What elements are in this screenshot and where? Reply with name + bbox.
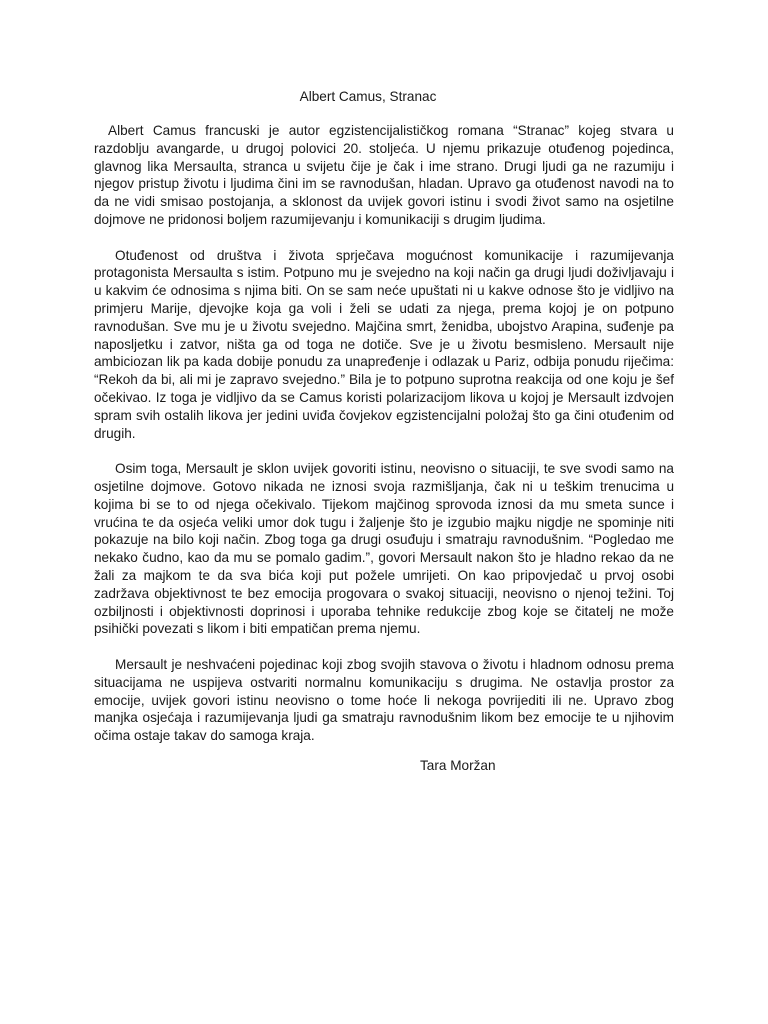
- document-title: Albert Camus, Stranac: [299, 89, 437, 104]
- document-body: [94, 122, 674, 763]
- paragraph-3: Osim toga, Mersault je sklon uvijek govoriti istinu, neovisno o situaciji, te sve svodi samo na osjetilne dojmove. Gotovo nikada ne iznosi svoja razmišljanja, čak ni u teškim trenucima u kojima bi se to od njega očekivalo. Tijekom majčinog sprovoda iznosi da mu smeta sunce i vrućina te da osjeća veliki umor dok tugu i žaljenje što je izgubio majku nigdje ne spominje niti pokazuje na bilo koji način. Zbog toga ga drugi osuđuju i smatraju ravnodušnim. “Pogledao me nekako čudno, kao da mu se pomalo gadim.”, govori Mersault nakon što je hladno rekao da ne žali za majkom te da sva bića koji put požele umrijeti. On kao pripovjedač u prvoj osobi zadržava objektivnost te bez emocija progovara o svakoj situaciji, neovisno o njenoj težini. Toj ozbiljnosti i objektivnosti doprinosi i uporaba tehnike redukcije zbog koje se čitatelj ne može psihički povezati s likom i biti empatičan prema njemu.: [94, 461, 674, 637]
- paragraph-4: Mersault je neshvaćeni pojedinac koji zbog svojih stavova o životu i hladnom odnosu prema situacijama ne uspijeva ostvariti normalnu komunikaciju s drugima. Ne ostavlja prostor za emocije, uvijek govori istinu neovisno o tome hoće li nekoga povrijediti ili ne. Upravo zbog manjka osjećaja i razumijevanja ljudi ga smatraju ravnodušnim likom bez emocije te u njihovim očima ostaje takav do samoga kraja.: [94, 656, 674, 744]
- paragraph-1: Albert Camus francuski je autor egzistencijalističkog romana “Stranac” kojeg stvara u razdoblju avangarde, u drugoj polovici 20. stoljeća. U njemu prikazuje otuđenog pojedinca, glavnog lika Mersaulta, stranca u svijetu čije je čak i ime strano. Drugi ljudi ga ne razumiju i njegov pristup životu i ljudima čini im se ravnodušan, hladan. Upravo ga otuđenost navodi na to da ne vidi smisao postojanja, a sklonost da uvijek govori istinu i svodi život samo na osjetilne dojmove ne pridonosi boljem razumijevanju i komunikaciji s drugim ljudima.: [94, 123, 674, 227]
- author-signature: Tara Moržan: [420, 758, 496, 773]
- paragraph-2: Otuđenost od društva i života sprječava mogućnost komunikacije i razumijevanja protagonista Mersaulta s istim. Potpuno mu je svejedno na koji način ga drugi ljudi doživljavaju i u kakvim će odnosima s njima biti. On se sam neće upuštati ni u kakve odnose što je vidljivo na primjeru Marije, djevojke koja ga voli i želi se udati za njega, prema kojoj je on potpuno ravnodušan. Sve mu je u životu svejedno. Majčina smrt, ženidba, ubojstvo Arapina, suđenje pa naposljetku i zatvor, ništa ga od toga ne dotiče. Sve je u životu besmisleno. Mersault nije ambiciozan lik pa kada dobije ponudu za unapređenje i odlazak u Pariz, odbija ponudu riječima: “Rekoh da bi, ali mi je zapravo svejedno.” Bila je to potpuno suprotna reakcija od one koju je šef očekivao. Iz toga je vidljivo da se Camus koristi polarizacijom likova u kojoj je Mersault izdvojen spram svih ostalih likova jer jedini uviđa čovjekov egzistencijalni položaj što ga čini otuđenim od drugih.: [94, 247, 674, 441]
